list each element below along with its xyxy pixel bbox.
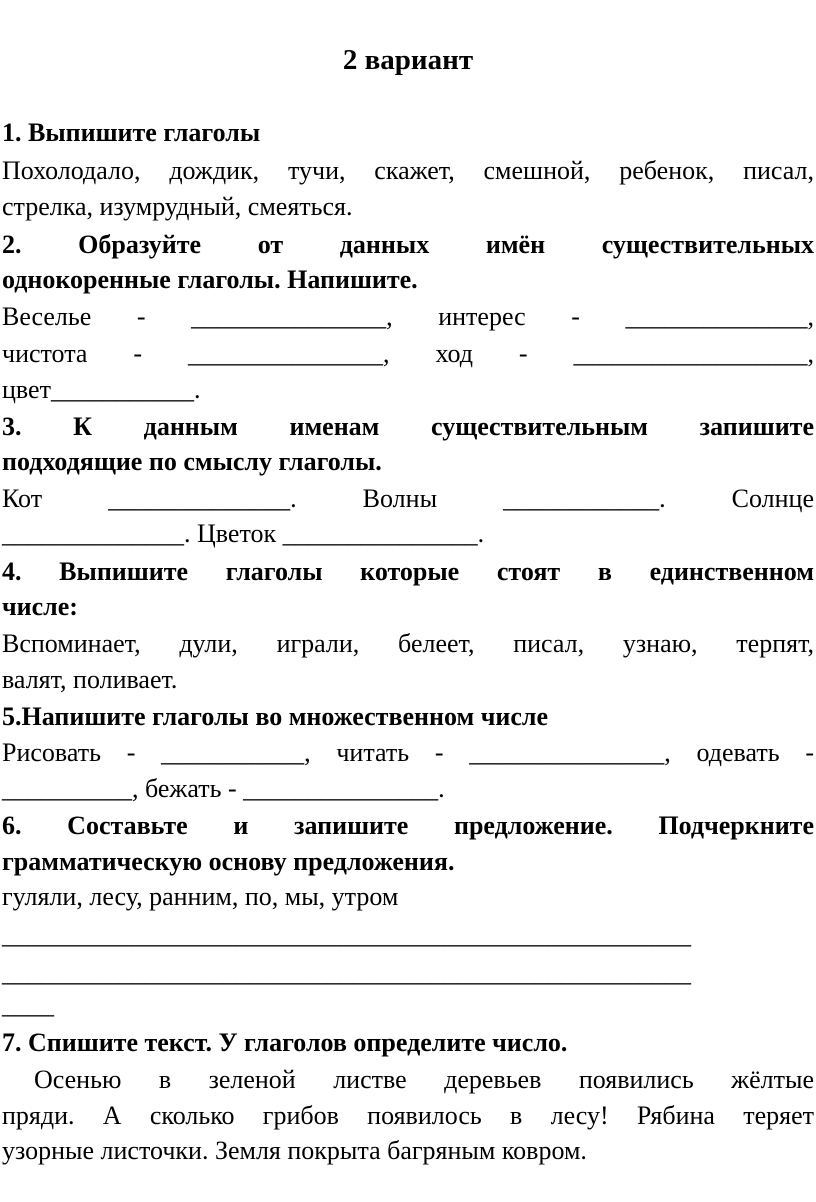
task-7-text-line-3: узорные листочки. Земля покрыта багряным ковром.	[2, 1136, 587, 1165]
task-6-answer-line-1: _____________________________________________________	[2, 920, 691, 949]
task-1-text-line-1: Похолодало, дождик, тучи, скажет, смешной, ребенок, писал,	[2, 156, 814, 185]
task-2-heading-line-1: 2. Образуйте от данных имён существительных	[2, 230, 814, 259]
task-3-heading-line-1: 3. К данным именам существительным запишите	[2, 412, 814, 441]
task-6-answer-line-2: _____________________________________________________	[2, 958, 691, 987]
task-2-blank-line-2: чистота - _______________, ход - __________________,	[2, 339, 814, 368]
task-3-blank-line-1: Кот ______________. Волны ____________. Солнце	[2, 484, 814, 513]
task-1-heading: 1. Выпишите глаголы	[2, 118, 261, 147]
task-4-heading-line-1: 4. Выпишите глаголы которые стоят в единственном	[2, 557, 814, 586]
task-3-blank-line-2: ______________. Цветок _______________.	[2, 519, 485, 548]
task-5-blank-line-1: Рисовать - ___________, читать - _______________, одевать -	[2, 738, 814, 767]
task-6-heading-line-2: грамматическую основу предложения.	[2, 847, 455, 876]
task-3-heading-line-2: подходящие по смыслу глаголы.	[2, 447, 382, 476]
task-6-heading-line-1: 6. Составьте и запишите предложение. Подчеркните	[2, 811, 814, 840]
task-5-blank-line-2: __________, бежать - _______________.	[2, 774, 445, 803]
page-title: 2 вариант	[342, 44, 474, 76]
task-7-heading: 7. Спишите текст. У глаголов определите число.	[2, 1028, 568, 1057]
task-7-text-line-1: Осенью в зеленой листве деревьев появились жёлтые	[34, 1065, 814, 1094]
task-2-blank-line-1: Веселье - _______________, интерес - ______________,	[2, 302, 814, 331]
task-2-heading-line-2: однокоренные глаголы. Напишите.	[2, 265, 418, 294]
task-6-words: гуляли, лесу, ранним, по, мы, утром	[2, 882, 399, 911]
task-2-blank-line-3: цвет___________.	[2, 375, 201, 404]
task-5-heading: 5.Напишите глаголы во множественном числе	[2, 702, 549, 731]
task-4-text-line-2: валят, поливает.	[2, 665, 178, 694]
task-4-text-line-1: Вспоминает, дули, играли, белеет, писал, узнаю, терпят,	[2, 629, 814, 658]
task-6-answer-line-3: ____	[2, 990, 54, 1019]
task-1-text-line-2: стрелка, изумрудный, смеяться.	[2, 192, 353, 221]
task-4-heading-line-2: числе:	[2, 592, 78, 621]
task-7-text-line-2: пряди. А сколько грибов появилось в лесу! Рябина теряет	[2, 1101, 814, 1130]
